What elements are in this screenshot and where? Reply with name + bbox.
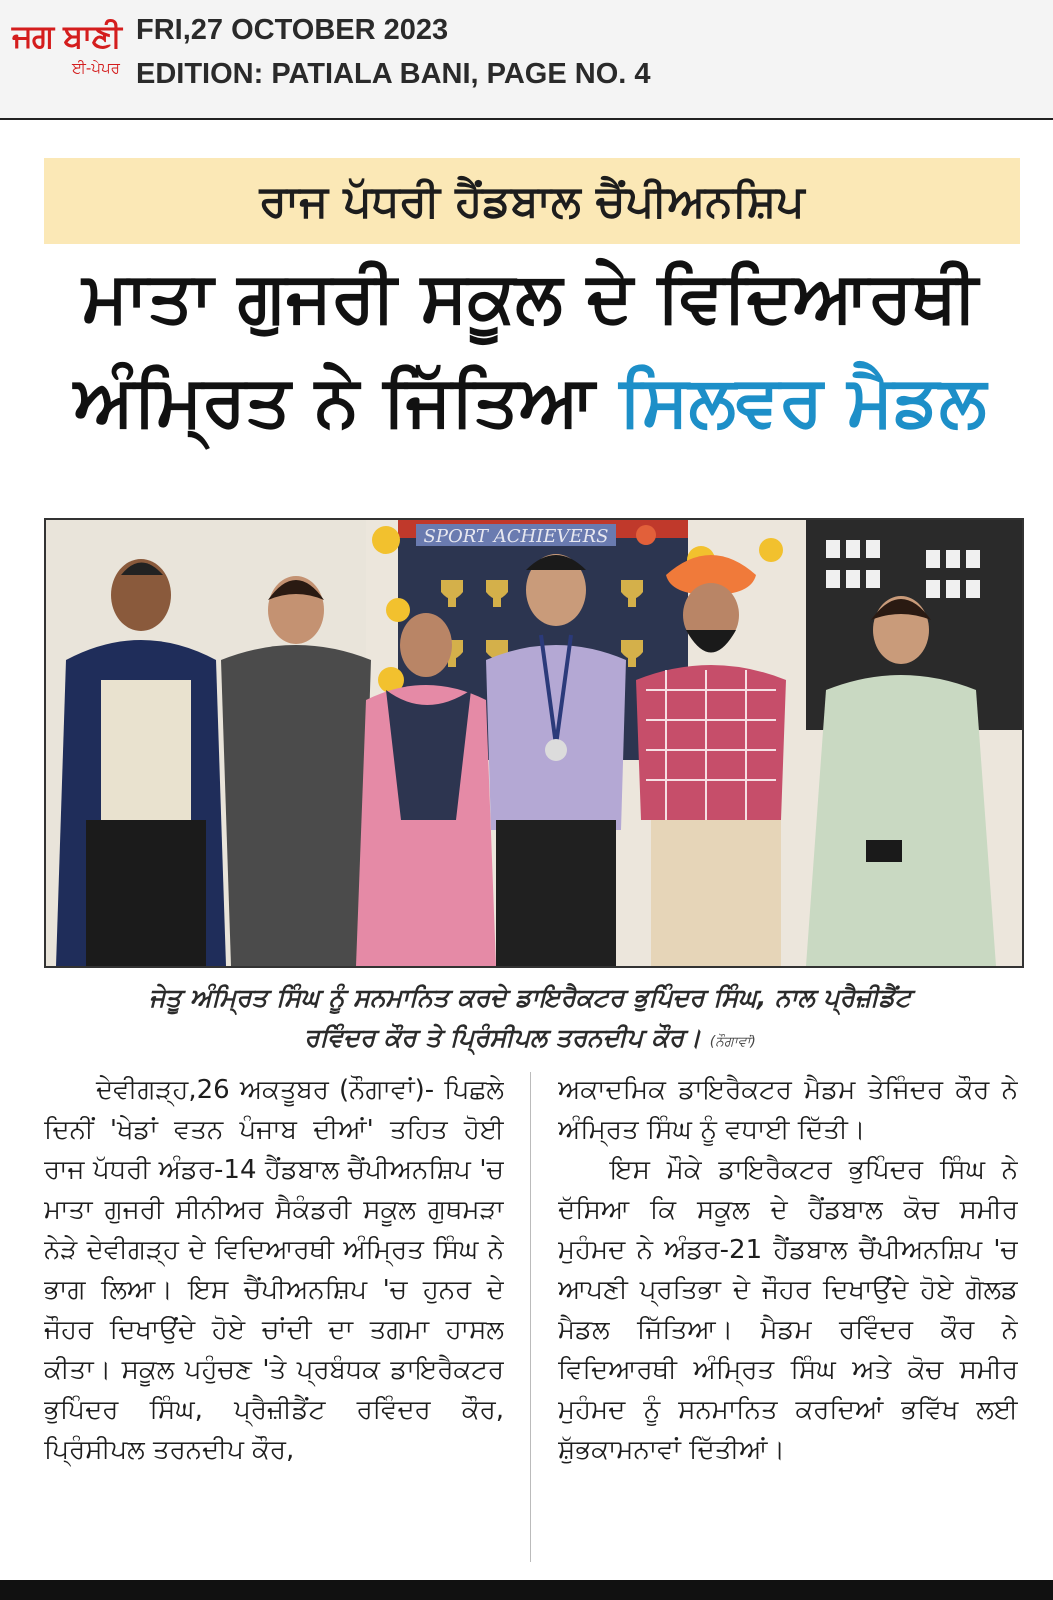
article-column-right [558,1070,1018,1570]
article-column-left [44,1070,504,1570]
caption-line-2 [40,1018,1020,1062]
edition-date: FRI,27 OCTOBER 2023 [136,14,449,46]
caption-line-1: ਜੇਤੂ ਅੰਮ੍ਰਿਤ ਸਿੰਘ ਨੂੰ ਸਨਮਾਨਿਤ ਕਰਦੇ ਡਾਇਰੈਕਟਰ ਭੁਪਿੰਦਰ ਸਿੰਘ, ਨਾਲ ਪ੍ਰੈਜ਼ੀਡੈਂਟ [148,983,911,1012]
group-photo-illustration [46,520,1022,966]
photo-caption [40,978,1020,1062]
article-kicker: ਰਾਜ ਪੱਧਰੀ ਹੈਂਡਬਾਲ ਚੈਂਪੀਅਨਸ਼ਿਪ [44,158,1020,244]
article-paragraph: ਦੇਵੀਗੜ੍ਹ,26 ਅਕਤੂਬਰ (ਨੌਗਾਵਾਂ)- ਪਿਛਲੇ ਦਿਨੀਂ 'ਖੇਡਾਂ ਵਤਨ ਪੰਜਾਬ ਦੀਆਂ' ਤਹਿਤ ਹੋਈ ਰਾਜ ਪੱਧਰੀ ਅੰਡਰ-14 ਹੈਂਡਬਾਲ ਚੈਂਪੀਅਨਸ਼ਿਪ 'ਚ ਮਾਤਾ ਗੁਜਰੀ ਸੀਨੀਅਰ ਸੈਕੰਡਰੀ ਸਕੂਲ ਗੁਥਮੜਾ ਨੇੜੇ ਦੇਵੀਗੜ੍ਹ ਦੇ ਵਿਦਿਆਰਥੀ ਅੰਮ੍ਰਿਤ ਸਿੰਘ ਨੇ ਭਾਗ ਲਿਆ। ਇਸ ਚੈਂਪੀਅਨਸ਼ਿਪ 'ਚ ਹੁਨਰ ਦੇ ਜੌਹਰ ਦਿਖਾਉਂਦੇ ਹੋਏ ਚਾਂਦੀ ਦਾ ਤਗਮਾ ਹਾਸਲ ਕੀਤਾ। ਸਕੂਲ ਪਹੁੰਚਣ 'ਤੇ ਪ੍ਰਬੰਧਕ ਡਾਇਰੈਕਟਰ ਭੁਪਿੰਦਰ ਸਿੰਘ, ਪ੍ਰੈਜ਼ੀਡੈਂਟ ਰਵਿੰਦਰ ਕੌਰ, ਪ੍ਰਿੰਸੀਪਲ ਤਰਨਦੀਪ ਕੌਰ, [44,1075,504,1465]
column-divider [530,1072,531,1562]
newspaper-logo[interactable] [12,16,124,108]
caption-credit: (ਨੌਗਾਵਾਂ) [709,1034,756,1050]
article-headline [40,256,1020,470]
article-paragraph: ਅਕਾਦਮਿਕ ਡਾਇਰੈਕਟਰ ਮੈਡਮ ਤੇਜਿੰਦਰ ਕੌਰ ਨੇ ਅੰਮ੍ਰਿਤ ਸਿੰਘ ਨੂੰ ਵਧਾਈ ਦਿੱਤੀ। [558,1075,1018,1145]
article-paragraph: ਇਸ ਮੌਕੇ ਡਾਇਰੈਕਟਰ ਭੁਪਿੰਦਰ ਸਿੰਘ ਨੇ ਦੱਸਿਆ ਕਿ ਸਕੂਲ ਦੇ ਹੈਂਡਬਾਲ ਕੋਚ ਸਮੀਰ ਮੁਹੰਮਦ ਨੇ ਅੰਡਰ-21 ਹੈਂਡਬਾਲ ਚੈਂਪੀਅਨਸ਼ਿਪ 'ਚ ਆਪਣੀ ਪ੍ਰਤਿਭਾ ਦੇ ਜੌਹਰ ਦਿਖਾਉਂਦੇ ਹੋਏ ਗੋਲਡ ਮੈਡਲ ਜਿੱਤਿਆ। ਮੈਡਮ ਰਵਿੰਦਰ ਕੌਰ ਨੇ ਵਿਦਿਆਰਥੀ ਅੰਮ੍ਰਿਤ ਸਿੰਘ ਅਤੇ ਕੋਚ ਸਮੀਰ ਮੁਹੰਮਦ ਨੂੰ ਸਨਮਾਨਿਤ ਕਰਦਿਆਂ ਭਵਿੱਖ ਲਈ ਸ਼ੁੱਭਕਾਮਨਾਵਾਂ ਦਿੱਤੀਆਂ। [558,1155,1018,1465]
headline-line-2 [40,360,1020,470]
caption-line-2-text: ਰਵਿੰਦਰ ਕੌਰ ਤੇ ਪ੍ਰਿੰਸੀਪਲ ਤਰਨਦੀਪ ਕੌਰ। [304,1023,702,1052]
masthead [0,0,1053,120]
logo-subtext: ਈ-ਪੇਪਰ [72,59,120,77]
headline-line-2-accent: ਸਿਲਵਰ ਮੈਡਲ [619,360,987,442]
edition-info: EDITION: PATIALA BANI, PAGE NO. 4 [136,58,651,90]
bottom-edge [0,1580,1053,1600]
headline-line-1: ਮਾਤਾ ਗੁਜਰੀ ਸਕੂਲ ਦੇ ਵਿਦਿਆਰਥੀ [82,256,978,338]
article-photo[interactable] [44,518,1024,968]
photo-banner-text: SPORT ACHIEVERS [423,526,609,547]
headline-line-2-black: ਅੰਮ੍ਰਿਤ ਨੇ ਜਿੱਤਿਆ [73,360,595,442]
logo-text: ਜਗ ਬਾਣੀ [12,17,121,55]
